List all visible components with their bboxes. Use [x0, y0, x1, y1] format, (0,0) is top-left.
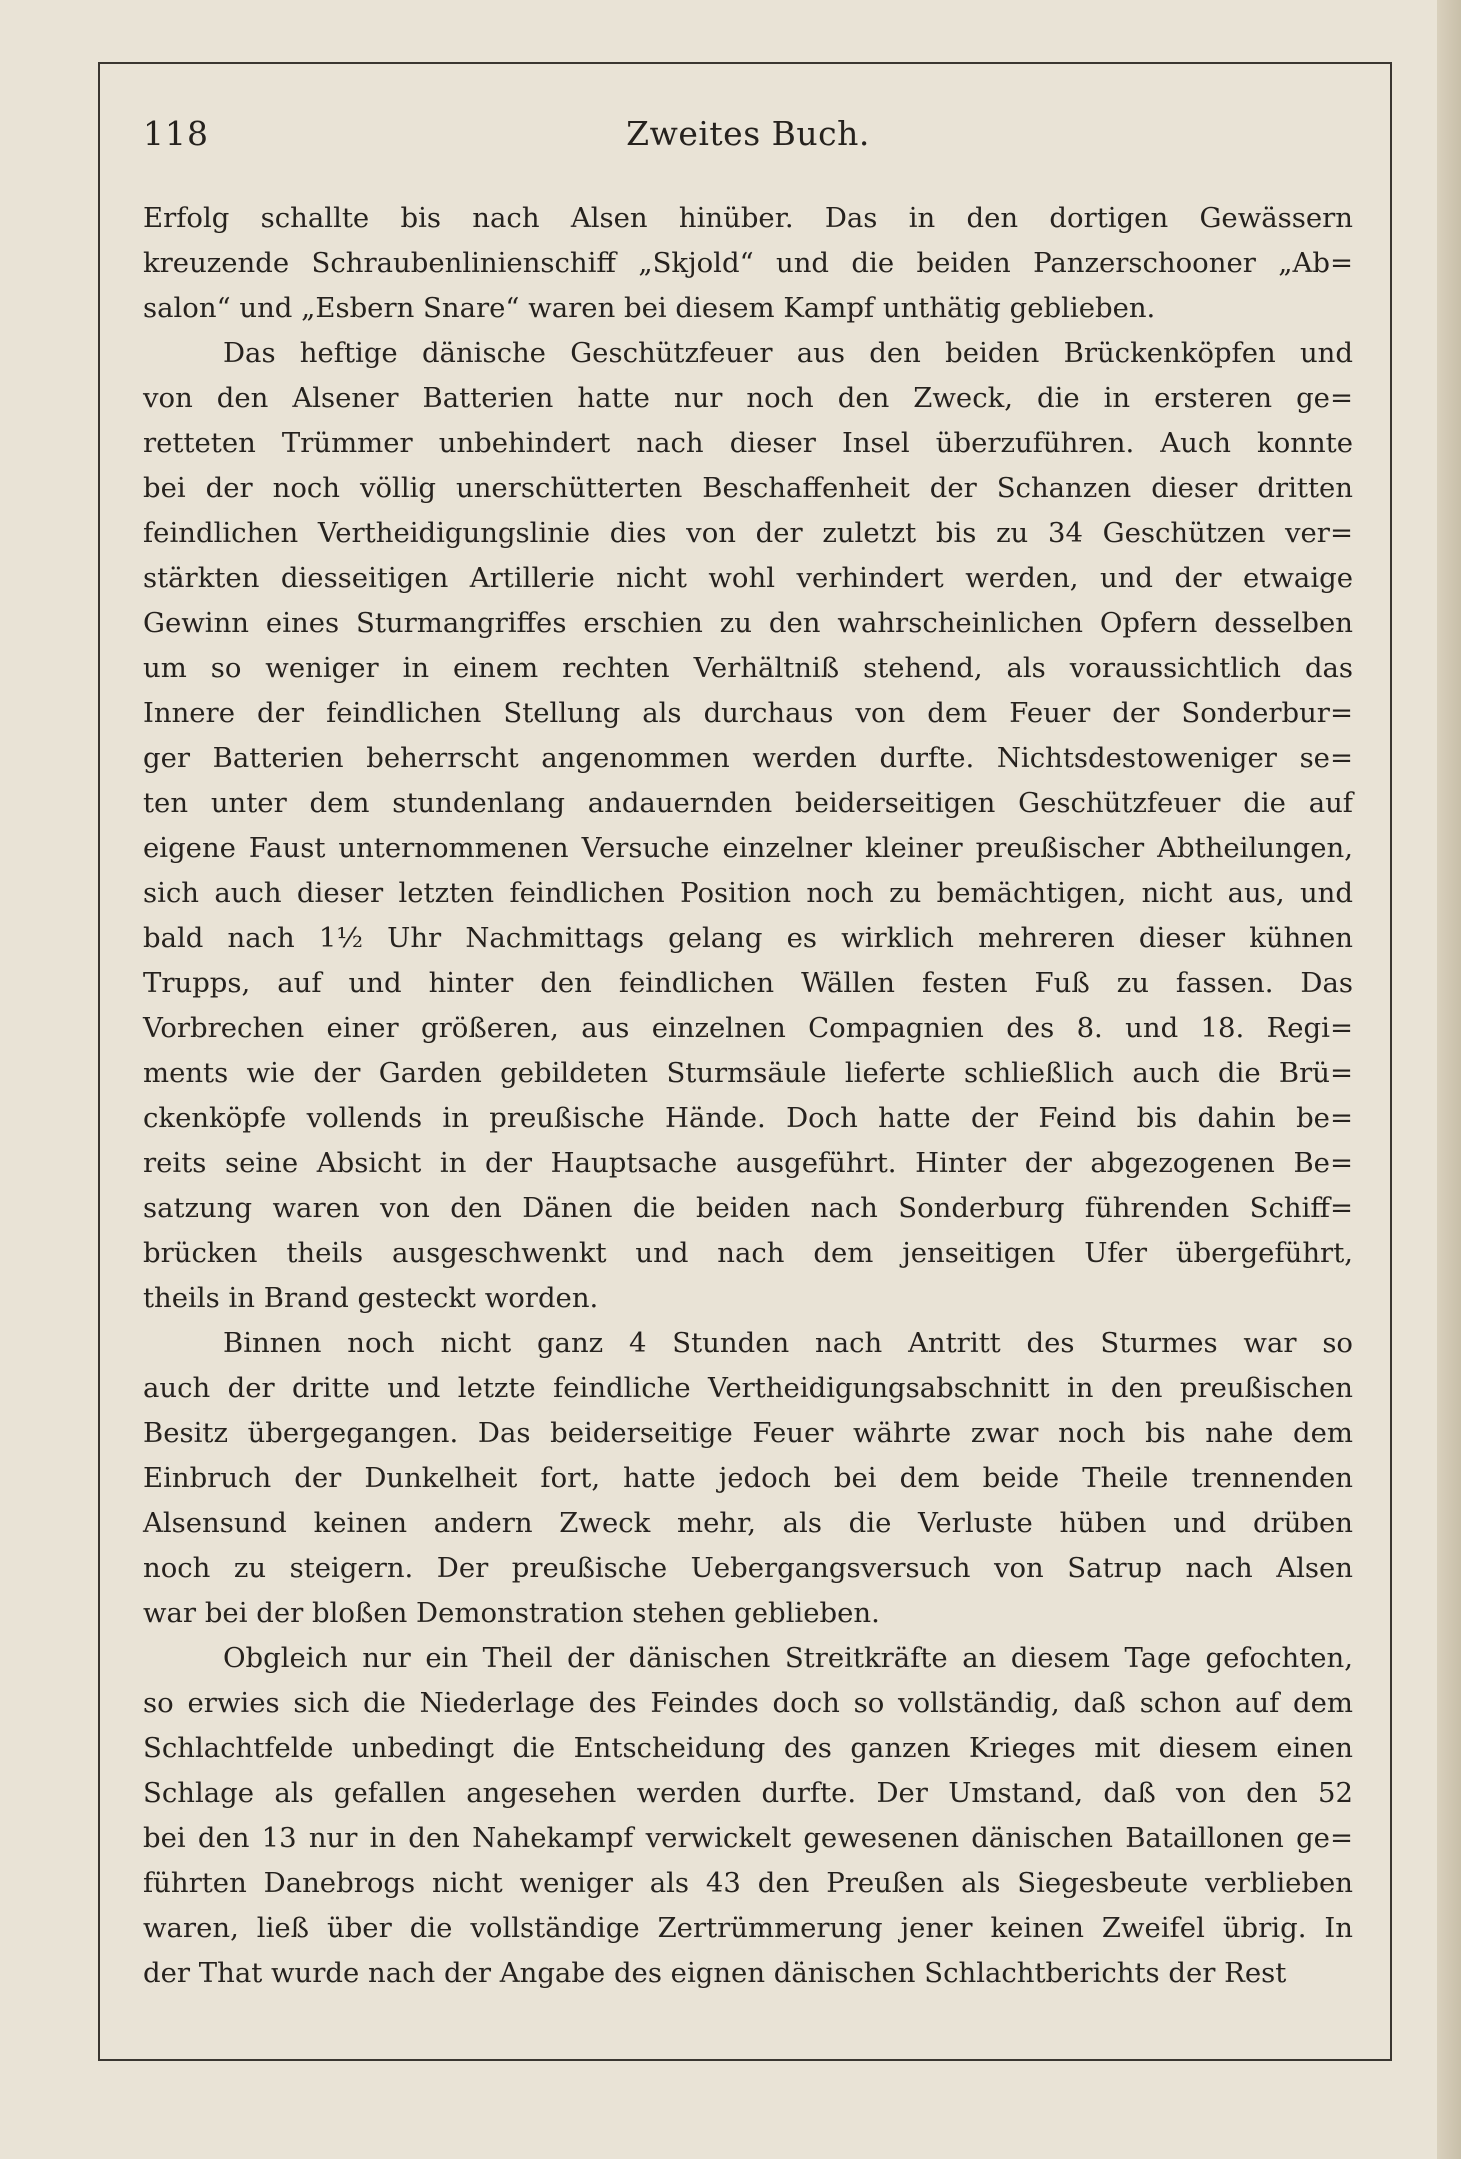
text-line: Alsensund keinen andern Zweck mehr, als die Verluste hüben und drüben [143, 1507, 1353, 1539]
text-line: so erwies sich die Niederlage des Feindes doch so vollständig, daß schon auf dem [143, 1687, 1353, 1719]
text-line: bei den 13 nur in den Nahekampf verwickelt gewesenen dänischen Bataillonen ge= [143, 1822, 1353, 1854]
text-line: Binnen noch nicht ganz 4 Stunden nach Antritt des Sturmes war so [223, 1327, 1353, 1359]
text-line: reits seine Absicht in der Hauptsache ausgeführt. Hinter der abgezogenen Be= [143, 1147, 1353, 1179]
text-line: Besitz übergegangen. Das beiderseitige Feuer währte zwar noch bis nahe dem [143, 1417, 1353, 1449]
page-header [143, 110, 1353, 160]
text-line: Das heftige dänische Geschützfeuer aus den beiden Brückenköpfen und [223, 337, 1353, 369]
page-number: 118 [143, 114, 209, 153]
text-line: theils in Brand gesteckt worden. [143, 1282, 599, 1314]
text-line: ments wie der Garden gebildeten Sturmsäule lieferte schließlich auch die Brü= [143, 1057, 1353, 1089]
text-line: Obgleich nur ein Theil der dänischen Streitkräfte an diesem Tage gefochten, [223, 1642, 1353, 1674]
text-line: satzung waren von den Dänen die beiden nach Sonderburg führenden Schiff= [143, 1192, 1353, 1224]
text-line: führten Danebrogs nicht weniger als 43 den Preußen als Siegesbeute verblieben [143, 1867, 1353, 1899]
text-line: Trupps, auf und hinter den feindlichen Wällen festen Fuß zu fassen. Das [143, 967, 1353, 999]
text-line: retteten Trümmer unbehindert nach dieser Insel überzuführen. Auch konnte [143, 427, 1353, 459]
text-line: ckenköpfe vollends in preußische Hände. Doch hatte der Feind bis dahin be= [143, 1102, 1353, 1134]
text-line: von den Alsener Batterien hatte nur noch den Zweck, die in ersteren ge= [143, 382, 1353, 414]
text-line: stärkten diesseitigen Artillerie nicht wohl verhindert werden, und der etwaige [143, 562, 1353, 594]
text-line: brücken theils ausgeschwenkt und nach dem jenseitigen Ufer übergeführt, [143, 1237, 1353, 1269]
text-line: Schlage als gefallen angesehen werden durfte. Der Umstand, daß von den 52 [143, 1777, 1353, 1809]
running-head: Zweites Buch. [626, 114, 870, 153]
text-line: um so weniger in einem rechten Verhältniß stehend, als voraussichtlich das [143, 652, 1353, 684]
text-line: Einbruch der Dunkelheit fort, hatte jedoch bei dem beide Theile trennenden [143, 1462, 1353, 1494]
text-line: salon“ und „Esbern Snare“ waren bei diesem Kampf unthätig geblieben. [143, 292, 1156, 324]
body-text [143, 196, 1353, 1996]
text-line: Schlachtfelde unbedingt die Entscheidung des ganzen Krieges mit diesem einen [143, 1732, 1353, 1764]
text-line: Vorbrechen einer größeren, aus einzelnen Compagnien des 8. und 18. Regi= [143, 1012, 1353, 1044]
text-line: sich auch dieser letzten feindlichen Position noch zu bemächtigen, nicht aus, und [143, 877, 1353, 909]
text-line: noch zu steigern. Der preußische Uebergangsversuch von Satrup nach Alsen [143, 1552, 1353, 1584]
text-line: auch der dritte und letzte feindliche Vertheidigungsabschnitt in den preußischen [143, 1372, 1353, 1404]
text-line: bald nach 1½ Uhr Nachmittags gelang es wirklich mehreren dieser kühnen [143, 922, 1353, 954]
text-line: Erfolg schallte bis nach Alsen hinüber. Das in den dortigen Gewässern [143, 202, 1353, 234]
text-line: ten unter dem stundenlang andauernden beiderseitigen Geschützfeuer die auf [143, 787, 1353, 819]
text-line: bei der noch völlig unerschütterten Beschaffenheit der Schanzen dieser dritten [143, 472, 1353, 504]
text-line: eigene Faust unternommenen Versuche einzelner kleiner preußischer Abtheilungen, [143, 832, 1353, 864]
page-edge [1437, 0, 1461, 2159]
text-line: Gewinn eines Sturmangriffes erschien zu den wahrscheinlichen Opfern desselben [143, 607, 1353, 639]
text-line: waren, ließ über die vollständige Zertrümmerung jener keinen Zweifel übrig. In [143, 1912, 1353, 1944]
text-line: Innere der feindlichen Stellung als durchaus von dem Feuer der Sonderbur= [143, 697, 1353, 729]
text-line: der That wurde nach der Angabe des eignen dänischen Schlachtberichts der Rest [143, 1957, 1287, 1989]
text-line: war bei der bloßen Demonstration stehen geblieben. [143, 1597, 880, 1629]
text-line: feindlichen Vertheidigungslinie dies von der zuletzt bis zu 34 Geschützen ver= [143, 517, 1353, 549]
text-line: kreuzende Schraubenlinienschiff „Skjold“ und die beiden Panzerschooner „Ab= [143, 247, 1353, 279]
text-line: ger Batterien beherrscht angenommen werden durfte. Nichtsdestoweniger se= [143, 742, 1353, 774]
